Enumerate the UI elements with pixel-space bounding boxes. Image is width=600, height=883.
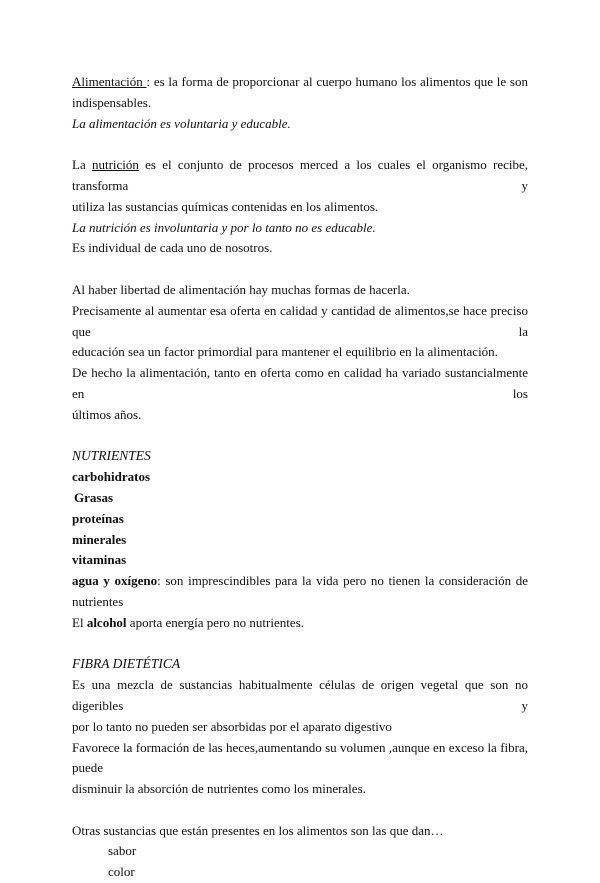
alimentacion-note: La alimentación es voluntaria y educable. xyxy=(72,115,291,131)
libertad-line1: Al haber libertad de alimentación hay muchas formas de hacerla. xyxy=(72,281,410,297)
nutrientes-heading: NUTRIENTES xyxy=(72,448,151,464)
nutriente-item: proteínas xyxy=(72,510,124,526)
alcohol-prefix: El xyxy=(72,614,87,630)
alimentacion-term: Alimentación xyxy=(72,74,147,89)
alcohol-line xyxy=(72,613,528,634)
alimentacion-definition-text: : es la forma de proporcionar al cuerpo humano los alimentos que le son xyxy=(146,74,528,89)
libertad-line5: últimos años. xyxy=(72,406,142,422)
otras-intro: Otras sustancias que están presentes en los alimentos son las que dan… xyxy=(72,822,444,838)
nutricion-definition-line2: utiliza las sustancias químicas contenidas en los alimentos. xyxy=(72,198,379,214)
nutriente-item: carbohidratos xyxy=(72,469,150,485)
libertad-line3: educación sea un factor primordial para mantener el equilibrio en la alimentación. xyxy=(72,344,498,360)
libertad-line2: Precisamente al aumentar esa oferta en calidad y cantidad de alimentos,se hace preciso que la xyxy=(72,302,528,339)
spacer xyxy=(72,800,528,821)
fibra-line1: Es una mezcla de sustancias habitualmente células de origen vegetal que son no digeribles y xyxy=(72,677,528,713)
libertad-line4: De hecho la alimentación, tanto en oferta como en calidad ha variado sustancialmente en los xyxy=(72,365,528,401)
alimentacion-definition-line2: indispensables. xyxy=(72,94,152,110)
fibra-line4: disminuir la absorción de nutrientes como los minerales. xyxy=(72,781,366,797)
fibra-line2: por lo tanto no pueden ser absorbidas por el aparato digestivo xyxy=(72,718,392,734)
nutriente-item: vitaminas xyxy=(72,552,127,568)
otras-item: color xyxy=(108,864,135,880)
nutriente-item: Grasas xyxy=(74,489,113,505)
nutricion-prefix: La xyxy=(72,157,92,173)
nutricion-note: La nutrición es involuntaria y por lo tanto no es educable. xyxy=(72,219,376,235)
document-page xyxy=(72,72,528,883)
spacer xyxy=(72,259,528,280)
nutricion-individual: Es individual de cada uno de nosotros. xyxy=(72,240,273,256)
nutricion-definition-line1 xyxy=(72,155,528,197)
agua-line1 xyxy=(72,571,528,592)
fibra-heading: FIBRA DIETÉTICA xyxy=(72,656,181,672)
alcohol-term: alcohol xyxy=(86,614,127,630)
nutricion-definition-text: es el conjunto de procesos merced a los cuales el organismo recibe, transforma y xyxy=(72,157,528,193)
fibra-line3: Favorece la formación de las heces,aumentando su volumen ,aunque en exceso la fibra, puede xyxy=(72,739,528,776)
agua-text: : son imprescindibles para la vida pero no tienen la consideración de xyxy=(157,573,528,589)
agua-line2: nutrientes xyxy=(72,593,124,609)
nutriente-item: minerales xyxy=(72,531,127,547)
spacer xyxy=(72,134,528,155)
nutricion-term: nutrición xyxy=(91,157,139,173)
alimentacion-definition-line1 xyxy=(72,72,528,93)
agua-term: agua y oxígeno xyxy=(72,573,158,589)
spacer xyxy=(72,426,528,447)
alcohol-text: aporta energía pero no nutrientes. xyxy=(126,614,304,630)
spacer xyxy=(72,634,528,655)
otras-item: sabor xyxy=(108,843,137,859)
